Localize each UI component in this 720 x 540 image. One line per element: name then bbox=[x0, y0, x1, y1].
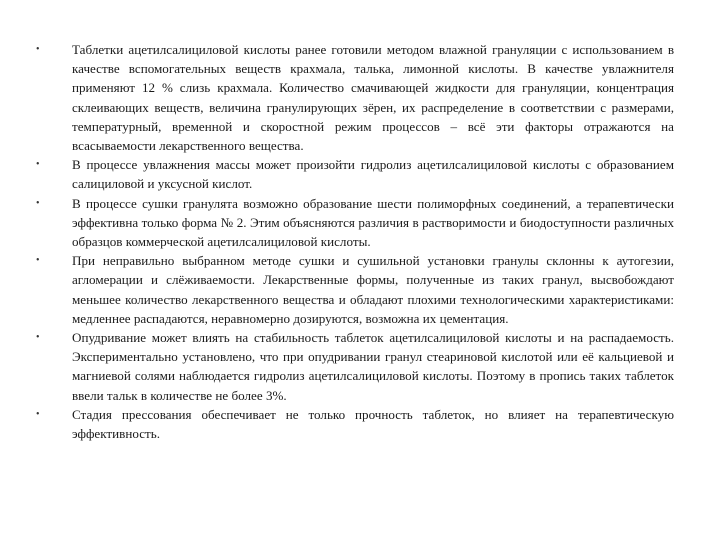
list-item bbox=[36, 251, 674, 328]
paragraph-text: Опудривание может влиять на стабильность таблеток ацетилсалициловой кислоты и на распадаемость. Экспериментально установлено, что при опудривании гранул стеариновой кислотой или её кальциевой и магниевой солями наблюдается гидролиз ацетилсалициловой кислоты. Поэтому в пропись таких таблеток ввели тальк в количестве не более 3%. bbox=[72, 330, 674, 403]
list-item bbox=[36, 328, 674, 405]
bullet-icon: • bbox=[36, 408, 40, 420]
paragraph-text: Таблетки ацетилсалициловой кислоты ранее готовили методом влажной грануляции с использованием в качестве вспомогательных веществ крахмала, талька, лимонной кислоты. В качестве увлажнителя применяют 12 % слизь крахмала. Количество смачивающей жидкости для грануляции, концентрация склеивающих веществ, величина гранулирующих зёрен, их распределение в соответствии с размерами, температурный, временной и скоростной режим процессов – всё эти факторы отражаются на всасываемости лекарственного вещества. bbox=[72, 42, 674, 154]
bullet-list bbox=[36, 40, 674, 443]
bullet-icon: • bbox=[36, 159, 40, 171]
paragraph-text: Стадия прессования обеспечивает не только прочность таблеток, но влияет на терапевтическую эффективность. bbox=[72, 406, 674, 442]
bullet-icon: • bbox=[36, 255, 40, 267]
list-item bbox=[36, 194, 674, 252]
paragraph-text: В процессе сушки гранулята возможно образование шести полиморфных соединений, а терапевтически эффективна только форма № 2. Этим объясняются различия в растворимости и биодоступности различных образцов коммерческой ацетилсалициловой кислоты. bbox=[72, 195, 674, 250]
list-item bbox=[36, 405, 674, 443]
paragraph-text: При неправильно выбранном методе сушки и сушильной установки гранулы склонны к аутогезии, агломерации и слёживаемости. Лекарственные формы, полученные из таких гранул, высвобождают меньшее количество лекарственного вещества и обладают плохими технологическими характеристиками: медленнее распадаются, неравномерно дозируются, возможна их цементация. bbox=[72, 253, 674, 326]
bullet-icon: • bbox=[36, 44, 40, 55]
list-item bbox=[36, 155, 674, 193]
paragraph-text: В процессе увлажнения массы может произойти гидролиз ацетилсалициловой кислоты с образованием салициловой и уксусной кислот. bbox=[72, 157, 674, 192]
bullet-icon: • bbox=[36, 197, 40, 209]
bullet-icon: • bbox=[36, 332, 40, 344]
list-item bbox=[36, 40, 674, 155]
